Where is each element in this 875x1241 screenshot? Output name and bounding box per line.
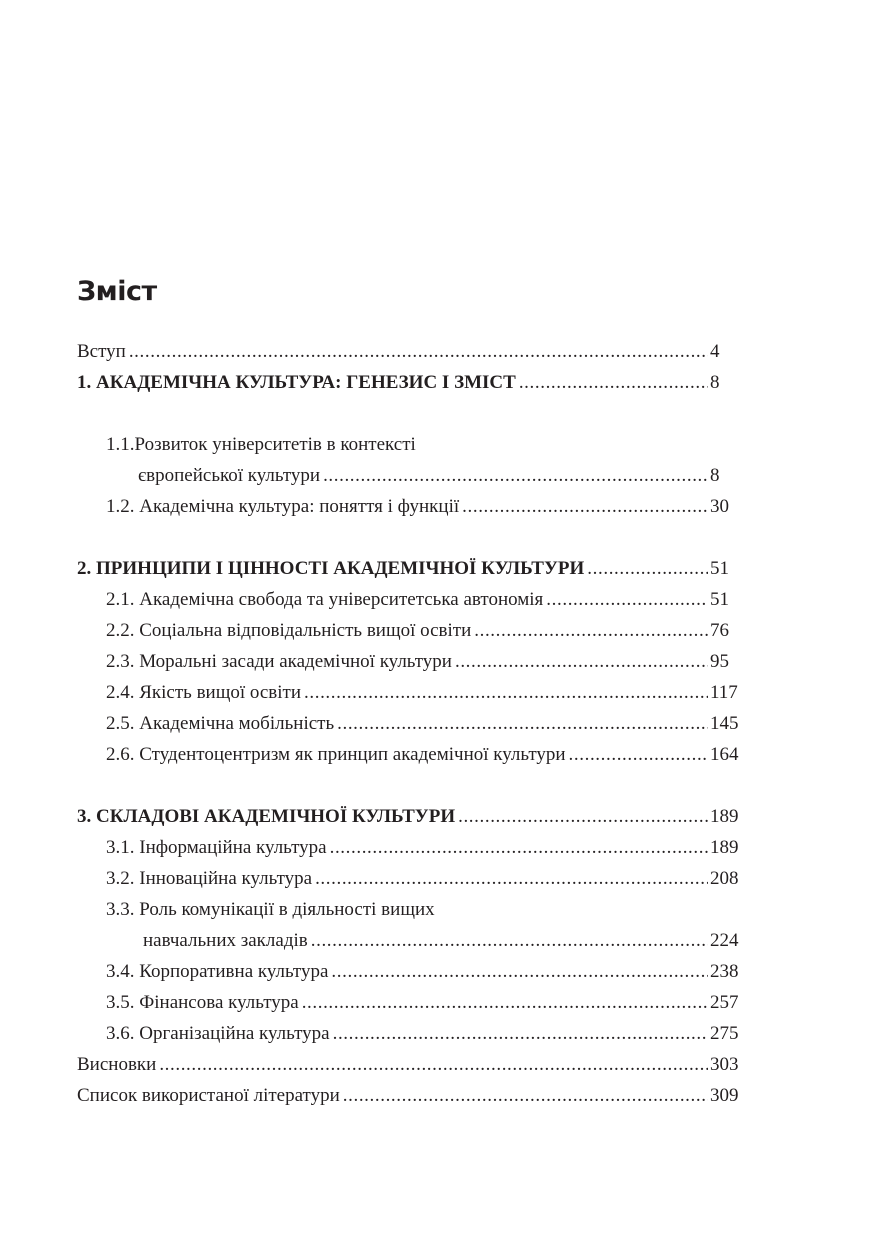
toc-entry-title: 3.2. Інноваційна культура bbox=[106, 868, 313, 889]
page-title: Зміст bbox=[77, 276, 157, 307]
dot-leader bbox=[304, 681, 708, 705]
toc-entry-title: 1.2. Академічна культура: поняття і функції bbox=[106, 496, 460, 517]
toc-entry-page: 238 bbox=[710, 961, 739, 982]
toc-entry-page: 309 bbox=[710, 1085, 739, 1106]
toc-entry-page: 189 bbox=[710, 837, 739, 858]
dot-leader bbox=[159, 1053, 708, 1077]
toc-entry-title: 3.4. Корпоративна культура bbox=[106, 961, 329, 982]
dot-leader bbox=[330, 836, 708, 860]
toc-entry-page: 257 bbox=[710, 992, 739, 1013]
toc-entry-title: 3.5. Фінансова культура bbox=[106, 992, 299, 1013]
dot-leader bbox=[129, 340, 708, 364]
dot-leader bbox=[458, 805, 708, 829]
toc-entry-page: 51 bbox=[710, 589, 729, 610]
toc-entry-title: 2.5. Академічна мобільність bbox=[106, 713, 335, 734]
toc-entry-page: 76 bbox=[710, 620, 729, 641]
toc-entry bbox=[106, 650, 743, 674]
toc-entry-title: навчальних закладів bbox=[143, 930, 308, 951]
toc-entry bbox=[106, 712, 743, 736]
dot-leader bbox=[455, 650, 708, 674]
toc-entry bbox=[143, 929, 743, 953]
toc-entry-page: 145 bbox=[710, 713, 739, 734]
toc-entry-page: 95 bbox=[710, 651, 729, 672]
toc-entry-title: 2.2. Соціальна відповідальність вищої освіти bbox=[106, 620, 472, 641]
toc-entry bbox=[77, 371, 743, 395]
toc-entry bbox=[106, 619, 743, 643]
toc-entry bbox=[77, 1084, 743, 1108]
dot-leader bbox=[311, 929, 708, 953]
dot-leader bbox=[569, 743, 708, 767]
dot-leader bbox=[474, 619, 708, 643]
toc-entry-page: 117 bbox=[710, 682, 738, 703]
toc-entry bbox=[77, 340, 743, 364]
toc-entry-page: 30 bbox=[710, 496, 729, 517]
toc-entry-title: 1. АКАДЕМІЧНА КУЛЬТУРА: ГЕНЕЗИС І ЗМІСТ bbox=[77, 372, 516, 393]
dot-leader bbox=[333, 1022, 708, 1046]
toc-entry-title: Висновки bbox=[77, 1054, 157, 1075]
toc-entry bbox=[106, 433, 416, 457]
toc-entry-page: 189 bbox=[710, 806, 739, 827]
toc-entry-title: 2.4. Якість вищої освіти bbox=[106, 682, 302, 703]
toc-entry-page: 208 bbox=[710, 868, 739, 889]
dot-leader bbox=[462, 495, 708, 519]
toc-entry-title: 3. СКЛАДОВІ АКАДЕМІЧНОЇ КУЛЬТУРИ bbox=[77, 806, 456, 827]
toc-entry-page: 4 bbox=[710, 341, 720, 362]
toc-entry-title: 3.6. Організаційна культура bbox=[106, 1023, 330, 1044]
toc-entry bbox=[106, 495, 743, 519]
toc-entry-title: Вступ bbox=[77, 341, 126, 362]
toc-entry bbox=[106, 1022, 743, 1046]
toc-entry-page: 275 bbox=[710, 1023, 739, 1044]
dot-leader bbox=[337, 712, 708, 736]
toc-entry-title: 2.3. Моральні засади академічної культури bbox=[106, 651, 452, 672]
toc-entry-title: 3.1. Інформаційна культура bbox=[106, 837, 327, 858]
toc-entry-title: 3.3. Роль комунікації в діяльності вищих bbox=[106, 899, 435, 920]
toc-entry bbox=[106, 991, 743, 1015]
toc-entry bbox=[106, 588, 743, 612]
dot-leader bbox=[323, 464, 708, 488]
toc-entry bbox=[106, 867, 743, 891]
dot-leader bbox=[519, 371, 708, 395]
toc-entry-title: 2.1. Академічна свобода та університетська автономія bbox=[106, 589, 544, 610]
toc-entry-page: 51 bbox=[710, 558, 729, 579]
toc-entry-title: 2.6. Студентоцентризм як принцип академічної культури bbox=[106, 744, 566, 765]
dot-leader bbox=[587, 557, 708, 581]
toc-entry-title: 2. ПРИНЦИПИ І ЦІННОСТІ АКАДЕМІЧНОЇ КУЛЬТУРИ bbox=[77, 558, 585, 579]
dot-leader bbox=[343, 1084, 708, 1108]
dot-leader bbox=[546, 588, 708, 612]
toc-entry-page: 8 bbox=[710, 465, 720, 486]
toc-entry-title: Список використаної літератури bbox=[77, 1085, 340, 1106]
toc-entry-title: європейської культури bbox=[138, 465, 321, 486]
toc-entry bbox=[138, 464, 743, 488]
toc-entry bbox=[106, 681, 743, 705]
toc-entry bbox=[106, 898, 435, 922]
dot-leader bbox=[331, 960, 708, 984]
toc-entry-page: 164 bbox=[710, 744, 739, 765]
toc-entry-page: 303 bbox=[710, 1054, 739, 1075]
toc-entry bbox=[77, 557, 743, 581]
toc-entry bbox=[106, 836, 743, 860]
dot-leader bbox=[315, 867, 708, 891]
toc-entry-title: 1.1.Розвиток університетів в контексті bbox=[106, 434, 416, 455]
toc-entry bbox=[77, 1053, 743, 1077]
toc-entry bbox=[106, 960, 743, 984]
toc-entry bbox=[106, 743, 743, 767]
toc-entry-page: 8 bbox=[710, 372, 720, 393]
toc-entry-page: 224 bbox=[710, 930, 739, 951]
dot-leader bbox=[302, 991, 708, 1015]
toc-entry bbox=[77, 805, 743, 829]
